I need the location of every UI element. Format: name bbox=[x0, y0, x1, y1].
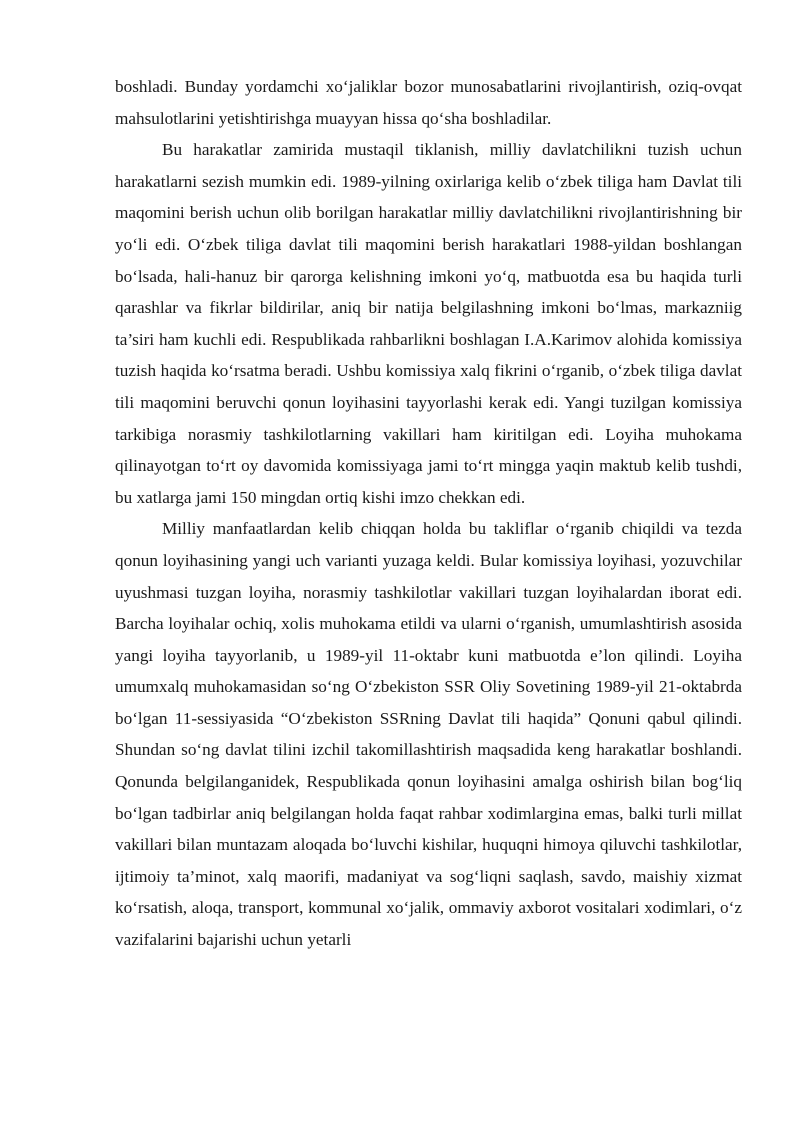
paragraph-continuation: boshladi. Bunday yordamchi xo‘jaliklar bozor munosabatlarini rivojlantirish, oziq-ovqat mahsulotlarini yetishtirishga muayyan hissa qo‘sha boshladilar. bbox=[115, 77, 742, 128]
document-page bbox=[115, 71, 742, 956]
paragraph-language-law-adoption: Milliy manfaatlardan kelib chiqqan holda bu takliflar o‘rganib chiqildi va tezda qonun loyihasining yangi uch varianti yuzaga keldi. Bular komissiya loyihasi, yozuvchilar uyushmasi tuzgan loyiha, norasmiy tashkilotlar vakillari tuzgan loyihalardan iborat edi. Barcha loyihalar ochiq, xolis muhokama etildi va ularni o‘rganish, umumlashtirish asosida yangi loyiha tayyorlanib, u 1989-yil 11-oktabr kuni matbuotda e’lon qilindi. Loyiha umumxalq muhokamasidan so‘ng O‘zbekiston SSR Oliy Sovetining 1989-yil 21-oktabrda bo‘lgan 11-sessiyasida “O‘zbekiston SSRning Davlat tili haqida” Qonuni qabul qilindi. Shundan so‘ng davlat tilini izchil takomillashtirish maqsadida keng harakatlar boshlandi. Qonunda belgilanganidek, Respublikada qonun loyihasini amalga oshirish bilan bog‘liq bo‘lgan tadbirlar aniq belgilangan holda faqat rahbar xodimlargina emas, balki turli millat vakillari bilan muntazam aloqada bo‘luvchi kishilar, huquqni himoya qiluvchi tashkilotlar, ijtimoiy ta’minot, xalq maorifi, madaniyat va sog‘liqni saqlash, savdo, maishiy xizmat ko‘rsatish, aloqa, transport, kommunal xo‘jalik, ommaviy axborot vositalari xodimlari, o‘z vazifalarini bajarishi uchun yetarli bbox=[115, 519, 742, 950]
paragraph-state-language-movement: Bu harakatlar zamirida mustaqil tiklanish, milliy davlatchilikni tuzish uchun harakatlarni sezish mumkin edi. 1989-yilning oxirlariga kelib o‘zbek tiliga ham Davlat tili maqomini berish uchun olib borilgan harakatlar milliy davlatchilikni rivojlantirishning bir yo‘li edi. O‘zbek tiliga davlat tili maqomini berish harakatlari 1988-yildan boshlangan bo‘lsada, hali-hanuz bir qarorga kelishning imkoni yo‘q, matbuotda esa bu haqida turli qarashlar va fikrlar bildirilar, aniq bir natija belgilashning imkoni bo‘lmas, markazniig ta’siri ham kuchli edi. Respublikada rahbarlikni boshlagan I.A.Karimov alohida komissiya tuzish haqida ko‘rsatma beradi. Ushbu komissiya xalq fikrini o‘rganib, o‘zbek tiliga davlat tili maqomini beruvchi qonun loyihasini tayyorlashi kerak edi. Yangi tuzilgan komissiya tarkibiga norasmiy tashkilotlarning vakillari ham kiritilgan edi. Loyiha muhokama qilinayotgan to‘rt oy davomida komissiyaga jami to‘rt mingga yaqin maktub kelib tushdi, bu xatlarga jami 150 mingdan ortiq kishi imzo chekkan edi. bbox=[115, 140, 742, 507]
